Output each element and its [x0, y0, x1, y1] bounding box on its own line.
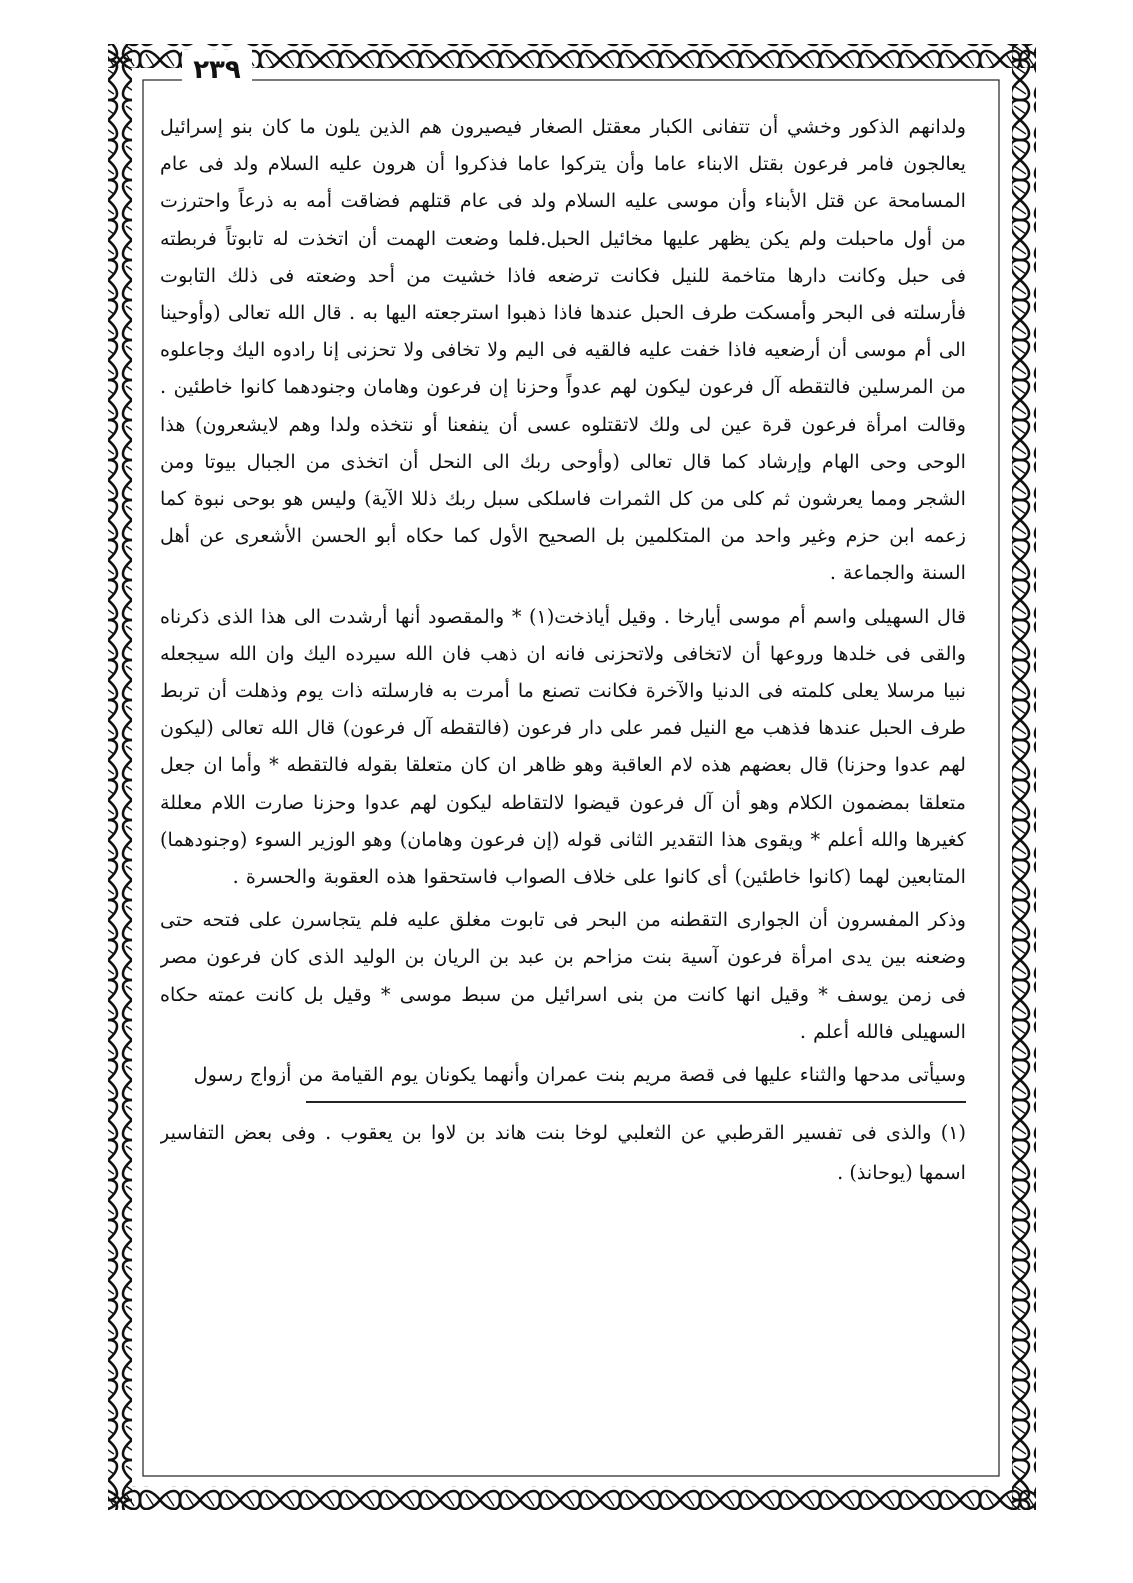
footnote: (١) والذى فى تفسير القرطبي عن الثعلبي لوخا بنت هاند بن لاوا بن يعقوب . وفى بعض التفاسير اسمها (يوحانذ) .: [160, 1121, 966, 1185]
paragraph-1: ولدانهم الذكور وخشي أن تتفانى الكبار معقتل الصغار فيصيرون هم الذين يلون ما كان بنو إسرائيل يعالجون فامر فرعون بقتل الابناء عاما وأن يتركوا عاما فذكروا أن هرون عليه السلام ولد فى عام المسامحة عن قتل الأبناء وأن موسى عليه السلام ولد فى عام قتلهم فضاقت أمه به ذرعاً واحترزت من أول ماحبلت ولم يكن يظهر عليها مخائيل الحبل.فلما وضعت الهمت أن اتخذت له تابوتاً فربطته فى حبل وكانت دارها متاخمة للنيل فكانت ترضعه فاذا خشيت من أحد وضعته فى ذلك التابوت فأرسلته فى البحر وأمسكت طرف الحبل عندها فاذا ذهبوا استرجعته اليها به . قال الله تعالى (وأوحينا الى أم موسى أن أرضعيه فاذا خفت عليه فالقيه فى اليم ولا تخافى ولا تحزنى إنا رادوه اليك وجاعلوه من المرسلين فالتقطه آل فرعون ليكون لهم عدواً وحزنا إن فرعون وهامان وجنودهما كانوا خاطئين . وقالت امرأة فرعون قرة عين لى ولك لاتقتلوه عسى أن ينفعنا أو نتخذه ولدا وهم لايشعرون) هذا الوحى وحى الهام وإرشاد كما قال تعالى (وأوحى ربك الى النحل أن اتخذى من الجبال بيوتا ومن الشجر ومما يعرشون ثم كلى من كل الثمرات فاسلكى سبل ربك ذللا الآية) وليس هو بوحى نبوة كما زعمه ابن حزم وغير واحد من المتكلمين بل الصحيح الأول كما حكاه أبو الحسن الأشعرى عن أهل السنة والجماعة .: [160, 115, 966, 585]
paragraph-4: وسيأتى مدحها والثناء عليها فى قصة مريم بنت عمران وأنهما يكونان يوم القيامة من أزواج رسول: [193, 1063, 966, 1087]
page-number: ٢٣٩: [182, 50, 252, 90]
paragraph-2: قال السهيلى واسم أم موسى أيارخا . وقيل أياذخت(١) * والمقصود أنها أرشدت الى هذا الذى ذكرناه والقى فى خلدها وروعها أن لاتخافى ولاتحزنى فانه ان ذهب فان الله سيرده اليك وان الله سيجعله نبيا مرسلا يعلى كلمته فى الدنيا والآخرة فكانت تصنع ما أمرت به فارسلته ذات يوم وذهلت أن تربط طرف الحبل عندها فذهب مع النيل فمر على دار فرعون (فالتقطه آل فرعون) قال الله تعالى (ليكون لهم عدوا وحزنا) قال بعضهم هذه لام العاقبة وهو ظاهر ان كان متعلقا بقوله فالتقطه * وأما ان جعل متعلقا بمضمون الكلام وهو أن آل فرعون قيضوا لالتقاطه ليكون لهم عدوا وحزنا صارت اللام معللة كغيرها والله أعلم * ويقوى هذا التقدير الثانى قوله (إن فرعون وهامان) وهو الوزير السوء (وجنودهما) المتابعين لهما (كانوا خاطئين) أى كانوا على خلاف الصواب فاستحقوا هذه العقوبة والحسرة .: [160, 604, 966, 889]
paragraph-3: وذكر المفسرون أن الجوارى التقطنه من البحر فى تابوت مغلق عليه فلم يتجاسرن على فتحه حتى وضعنه بين يدى امرأة فرعون آسية بنت مزاحم بن عبد بن الريان بن الوليد الذى كان فرعون مصر فى زمن يوسف * وقيل انها كانت من بنى اسرائيل من سبط موسى * وقيل بل كانت عمته حكاه السهيلى فالله أعلم .: [160, 908, 966, 1043]
footnote-divider: [306, 1101, 966, 1103]
main-text: [160, 108, 966, 1470]
